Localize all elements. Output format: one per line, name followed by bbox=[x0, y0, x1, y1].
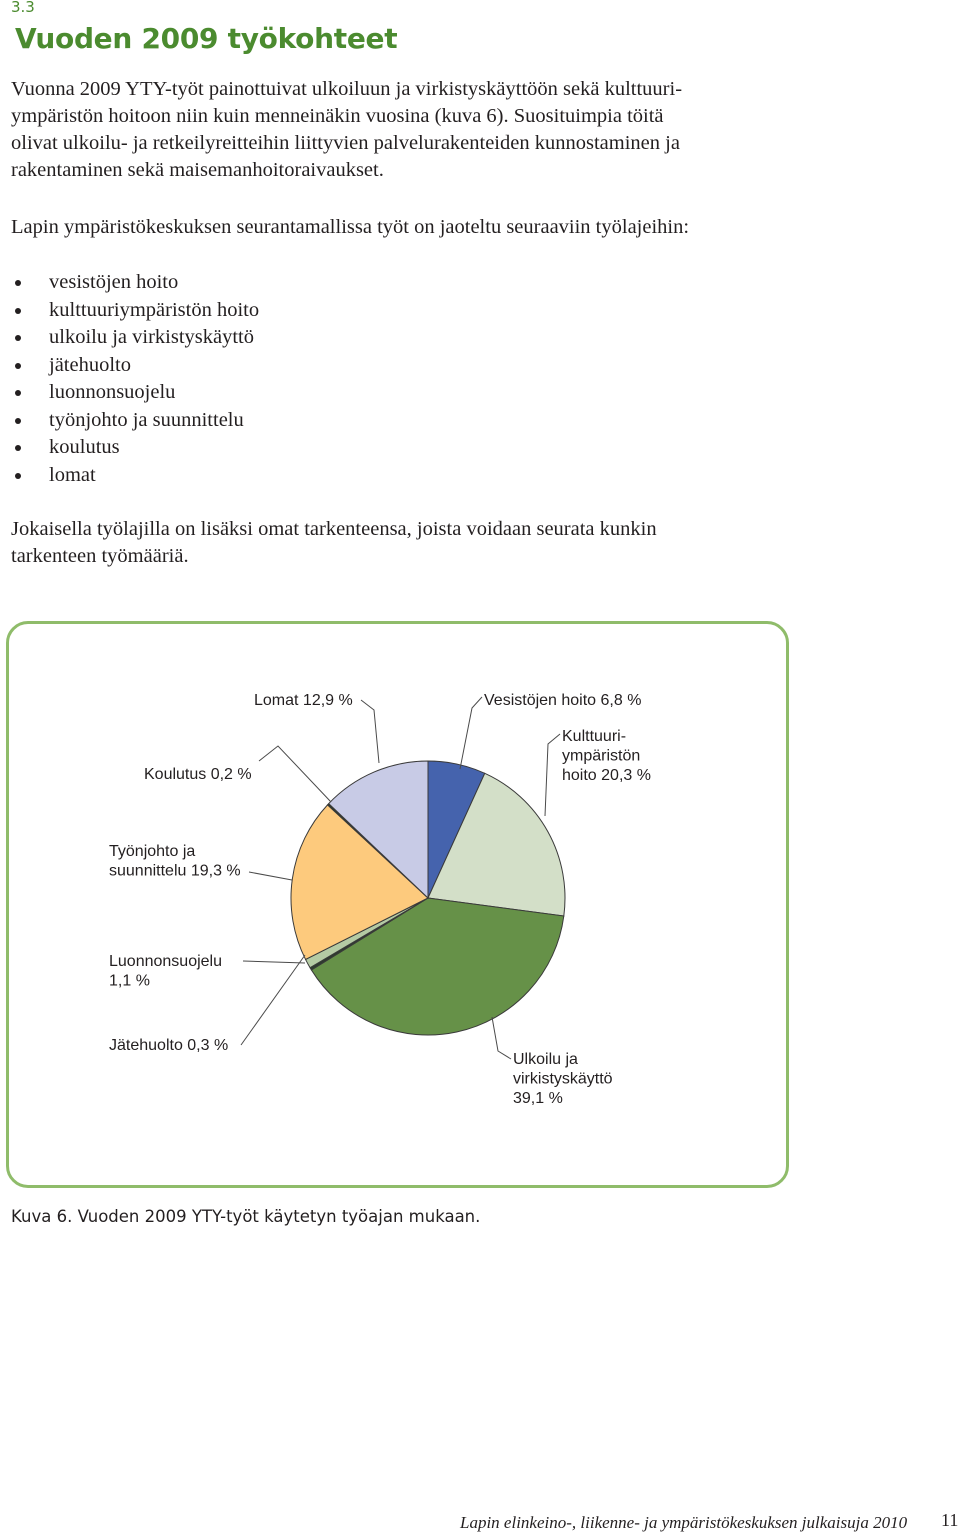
leader-line bbox=[492, 1017, 511, 1059]
bullet-icon bbox=[15, 473, 21, 479]
slice-label: Jätehuolto 0,3 % bbox=[109, 1037, 229, 1054]
slice-label: Työnjohto ja suunnittelu 19,3 % bbox=[109, 843, 241, 880]
list-item-label: ulkoilu ja virkistyskäyttö bbox=[49, 326, 254, 348]
list-item bbox=[11, 297, 259, 325]
slice-label: Ulkoilu ja virkistyskäyttö 39,1 % bbox=[513, 1051, 613, 1107]
list-intro-paragraph: Lapin ympäristökeskuksen seurantamallissa työt on jaoteltu seuraaviin työlajeihin: bbox=[11, 216, 690, 238]
list-item-label: työnjohto ja suunnittelu bbox=[49, 408, 244, 431]
closing-line: tarkenteen työmääriä. bbox=[11, 545, 189, 567]
leader-line bbox=[545, 734, 560, 816]
section-number: 3.3 bbox=[11, 0, 35, 16]
list-item bbox=[11, 324, 259, 352]
list-item-label: lomat bbox=[49, 463, 96, 486]
leader-line bbox=[243, 961, 305, 963]
bullet-icon bbox=[15, 445, 21, 451]
slice-label: Vesistöjen hoito 6,8 % bbox=[484, 692, 642, 709]
list-item bbox=[11, 434, 259, 462]
figure-caption: Kuva 6. Vuoden 2009 YTY-työt käytetyn työajan mukaan. bbox=[11, 1207, 481, 1226]
list-item bbox=[11, 269, 259, 297]
intro-line: Vuonna 2009 YTY-työt painottuivat ulkoiluun ja virkistyskäyttöön sekä kulttuuri- bbox=[11, 78, 683, 100]
closing-line: Jokaisella työlajilla on lisäksi omat tarkenteensa, joista voidaan seurata kunkin bbox=[11, 518, 657, 540]
leader-line bbox=[259, 746, 331, 802]
list-item bbox=[11, 352, 259, 380]
chart-frame bbox=[6, 621, 789, 1188]
leader-line bbox=[361, 700, 379, 763]
work-type-list bbox=[11, 269, 259, 489]
intro-line: rakentaminen sekä maisemanhoitoraivaukset. bbox=[11, 159, 384, 181]
bullet-icon bbox=[15, 390, 21, 396]
slice-label: Luonnonsuojelu 1,1 % bbox=[109, 953, 222, 990]
list-item-label: kulttuuriympäristön hoito bbox=[49, 298, 260, 321]
list-item-label: luonnonsuojelu bbox=[49, 381, 176, 403]
bullet-icon bbox=[15, 335, 21, 341]
list-item-label: vesistöjen hoito bbox=[49, 271, 179, 293]
footer-publication: Lapin elinkeino-, liikenne- ja ympäristökeskuksen julkaisuja 2010 bbox=[460, 1513, 908, 1532]
leader-line bbox=[249, 872, 292, 880]
pie-chart bbox=[9, 624, 786, 1185]
bullet-icon bbox=[15, 308, 21, 314]
page-heading: Vuoden 2009 työkohteet bbox=[15, 22, 398, 55]
intro-paragraph bbox=[11, 76, 811, 184]
intro-line: olivat ulkoilu- ja retkeilyreitteihin liittyvien palvelurakenteiden kunnostaminen ja bbox=[11, 132, 680, 154]
slice-label: Koulutus 0,2 % bbox=[144, 766, 252, 783]
list-item bbox=[11, 379, 259, 407]
list-item-label: koulutus bbox=[49, 436, 120, 458]
page-number: 11 bbox=[941, 1510, 959, 1530]
leader-line bbox=[241, 955, 305, 1045]
bullet-icon bbox=[15, 363, 21, 369]
leader-line bbox=[460, 697, 482, 769]
intro-line: ympäristön hoitoon niin kuin menneinäkin vuosina (kuva 6). Suosituimpia töitä bbox=[11, 105, 664, 127]
list-item bbox=[11, 462, 259, 490]
list-item-label: jätehuolto bbox=[49, 353, 131, 376]
closing-paragraph bbox=[11, 516, 657, 570]
slice-label: Kulttuuri-ympäristön hoito 20,3 % bbox=[562, 728, 651, 784]
bullet-icon bbox=[15, 418, 21, 424]
list-item bbox=[11, 407, 259, 435]
slice-label: Lomat 12,9 % bbox=[254, 692, 353, 709]
bullet-icon bbox=[15, 280, 21, 286]
